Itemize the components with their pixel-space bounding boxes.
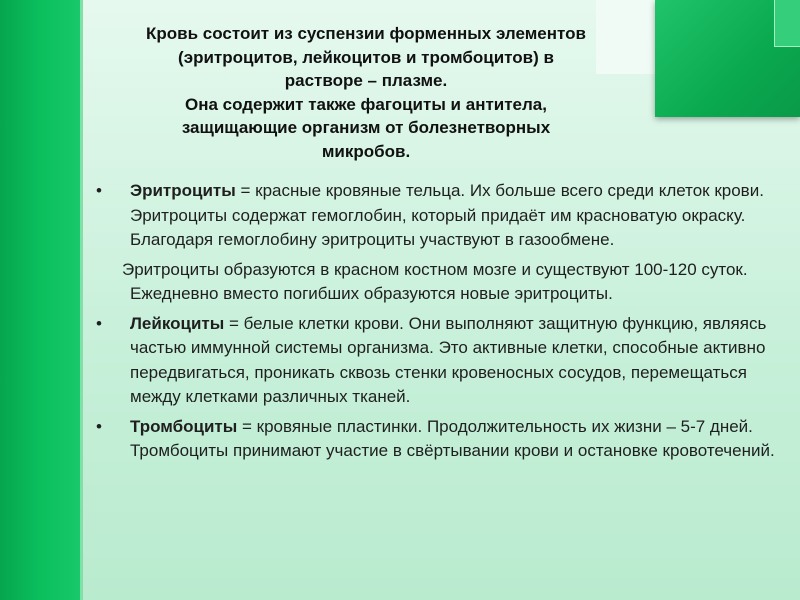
description-erythrocytes: = красные кровяные тельца. Их больше всего среди клеток крови. Эритроциты содержат гемоглобин, который придаёт им красноватую окраску. Благодаря гемоглобину эритроциты участвуют в газообмене. bbox=[130, 181, 764, 249]
bullet-icon: • bbox=[96, 416, 102, 436]
bullet-icon: • bbox=[96, 181, 102, 200]
list-item-erythrocytes bbox=[96, 179, 782, 253]
description-leukocytes: = белые клетки крови. Они выполняют защитную функцию, являясь частью иммунной системы организма. Это активные клетки, способные активно передвигаться, проникать сквозь стенки кровеносных сосудов, перемещаться между клетками различных тканей. bbox=[130, 313, 767, 406]
title-line: (эритроцитов, лейкоцитов и тромбоцитов) в bbox=[178, 47, 554, 67]
term-erythrocytes: Эритроциты bbox=[130, 181, 236, 200]
term-leukocytes: Лейкоциты bbox=[130, 313, 225, 333]
list-item-leukocytes bbox=[96, 312, 782, 410]
list-item-thrombocytes bbox=[96, 415, 782, 464]
bullet-icon: • bbox=[96, 313, 102, 333]
title-line: растворе – плазме. bbox=[284, 71, 448, 90]
left-accent-bar bbox=[0, 0, 80, 600]
description-thrombocytes: = кровяные пластинки. Продолжительность их жизни – 5-7 дней. Тромбоциты принимают участие в свёртывании крови и остановке кровотечений. bbox=[130, 416, 775, 460]
left-accent-edge bbox=[80, 0, 83, 600]
paragraph-erythrocytes-lifespan: Эритроциты образуются в красном костном мозге и существуют 100-120 суток. Ежедневно вместо погибших образуются новые эритроциты. bbox=[122, 259, 748, 303]
term-thrombocytes: Тромбоциты bbox=[130, 416, 238, 436]
title-line: микробов. bbox=[321, 141, 411, 161]
title-line: защищающие организм от болезнетворных bbox=[181, 118, 551, 137]
title-line: Она содержит также фагоциты и антитела, bbox=[184, 94, 547, 114]
decorative-small-square bbox=[774, 0, 800, 47]
slide-title bbox=[96, 22, 636, 163]
title-line: Кровь состоит из суспензии форменных элементов bbox=[146, 24, 586, 43]
bullet-list bbox=[96, 179, 782, 469]
